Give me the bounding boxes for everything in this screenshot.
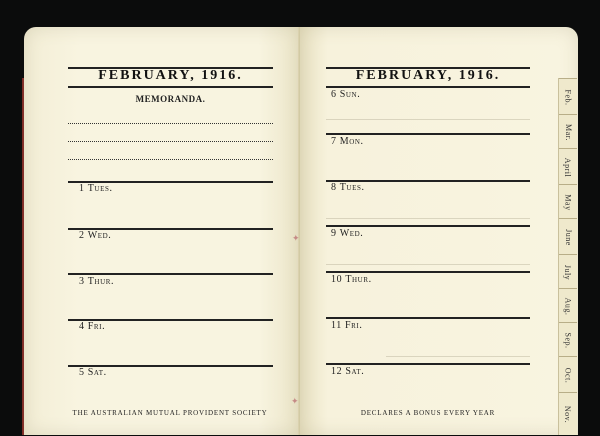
day-number: 7 <box>331 136 337 147</box>
month-tab[interactable]: July <box>559 254 577 289</box>
month-tab[interactable]: June <box>559 218 577 255</box>
day-name: Sat. <box>87 367 107 378</box>
day-number: 9 <box>331 228 337 239</box>
day-label-11 <box>331 320 362 331</box>
memoranda-label: MEMORANDA. <box>135 94 206 104</box>
day-label-7 <box>331 136 364 147</box>
right-page-footer: DECLARES A BONUS EVERY YEAR <box>360 409 496 417</box>
day-number: 2 <box>79 230 85 241</box>
memo-line <box>68 159 273 160</box>
left-page-footer: THE AUSTRALIAN MUTUAL PROVIDENT SOCIETY <box>72 409 268 417</box>
month-tab[interactable]: Mar. <box>559 114 577 149</box>
day-name: Sun. <box>339 89 361 100</box>
month-tab[interactable]: Sep. <box>559 322 577 357</box>
day-label-2 <box>79 230 111 241</box>
day-name: Tues. <box>87 183 113 194</box>
day-name: Mon. <box>339 136 364 147</box>
faint-line <box>326 119 530 120</box>
day-name: Tues. <box>339 182 365 193</box>
right-page-heading: FEBRUARY, 1916. <box>355 68 501 83</box>
day-number: 4 <box>79 321 85 332</box>
faint-line <box>326 264 530 265</box>
month-tab[interactable]: Aug. <box>559 288 577 323</box>
left-page <box>24 27 300 435</box>
day-name: Wed. <box>339 228 364 239</box>
day-number: 12 <box>331 366 343 377</box>
day-label-3 <box>79 276 114 287</box>
day-number: 1 <box>79 183 85 194</box>
month-tab[interactable]: May <box>559 184 577 219</box>
day-number: 11 <box>331 320 342 331</box>
day-label-1 <box>79 183 113 194</box>
left-page-heading: FEBRUARY, 1916. <box>98 68 243 83</box>
day-number: 5 <box>79 367 85 378</box>
day-label-6 <box>331 89 360 100</box>
left-heading-rule-bottom <box>68 86 273 88</box>
month-tab[interactable]: Feb. <box>559 78 577 115</box>
day-number: 6 <box>331 89 337 100</box>
memo-line <box>68 123 273 124</box>
day-name: Thur. <box>87 276 115 287</box>
day-label-12 <box>331 366 364 377</box>
right-heading-rule-bottom <box>326 86 530 88</box>
day-label-4 <box>79 321 105 332</box>
month-tab[interactable]: Nov. <box>559 392 577 436</box>
memo-line <box>68 141 273 142</box>
faint-line <box>386 356 530 357</box>
day-number: 10 <box>331 274 343 285</box>
day-label-5 <box>79 367 107 378</box>
stitch-mark: ✦ <box>291 396 299 406</box>
day-label-8 <box>331 182 365 193</box>
day-name: Fri. <box>87 321 106 332</box>
day-name: Wed. <box>87 230 112 241</box>
day-divider <box>68 273 273 275</box>
day-name: Sat. <box>345 366 365 377</box>
day-divider <box>326 133 530 135</box>
day-name: Fri. <box>344 320 363 331</box>
month-tab[interactable]: April <box>559 148 577 185</box>
day-divider <box>326 363 530 365</box>
faint-line <box>326 218 530 219</box>
day-label-9 <box>331 228 363 239</box>
day-label-10 <box>331 274 372 285</box>
month-index-tabs <box>558 78 577 435</box>
day-name: Thur. <box>345 274 372 285</box>
day-number: 8 <box>331 182 337 193</box>
day-number: 3 <box>79 276 85 287</box>
day-divider <box>326 225 530 227</box>
day-divider <box>326 271 530 273</box>
month-tab[interactable]: Oct. <box>559 356 577 393</box>
day-divider <box>326 317 530 319</box>
stitch-mark: ✦ <box>292 233 300 243</box>
